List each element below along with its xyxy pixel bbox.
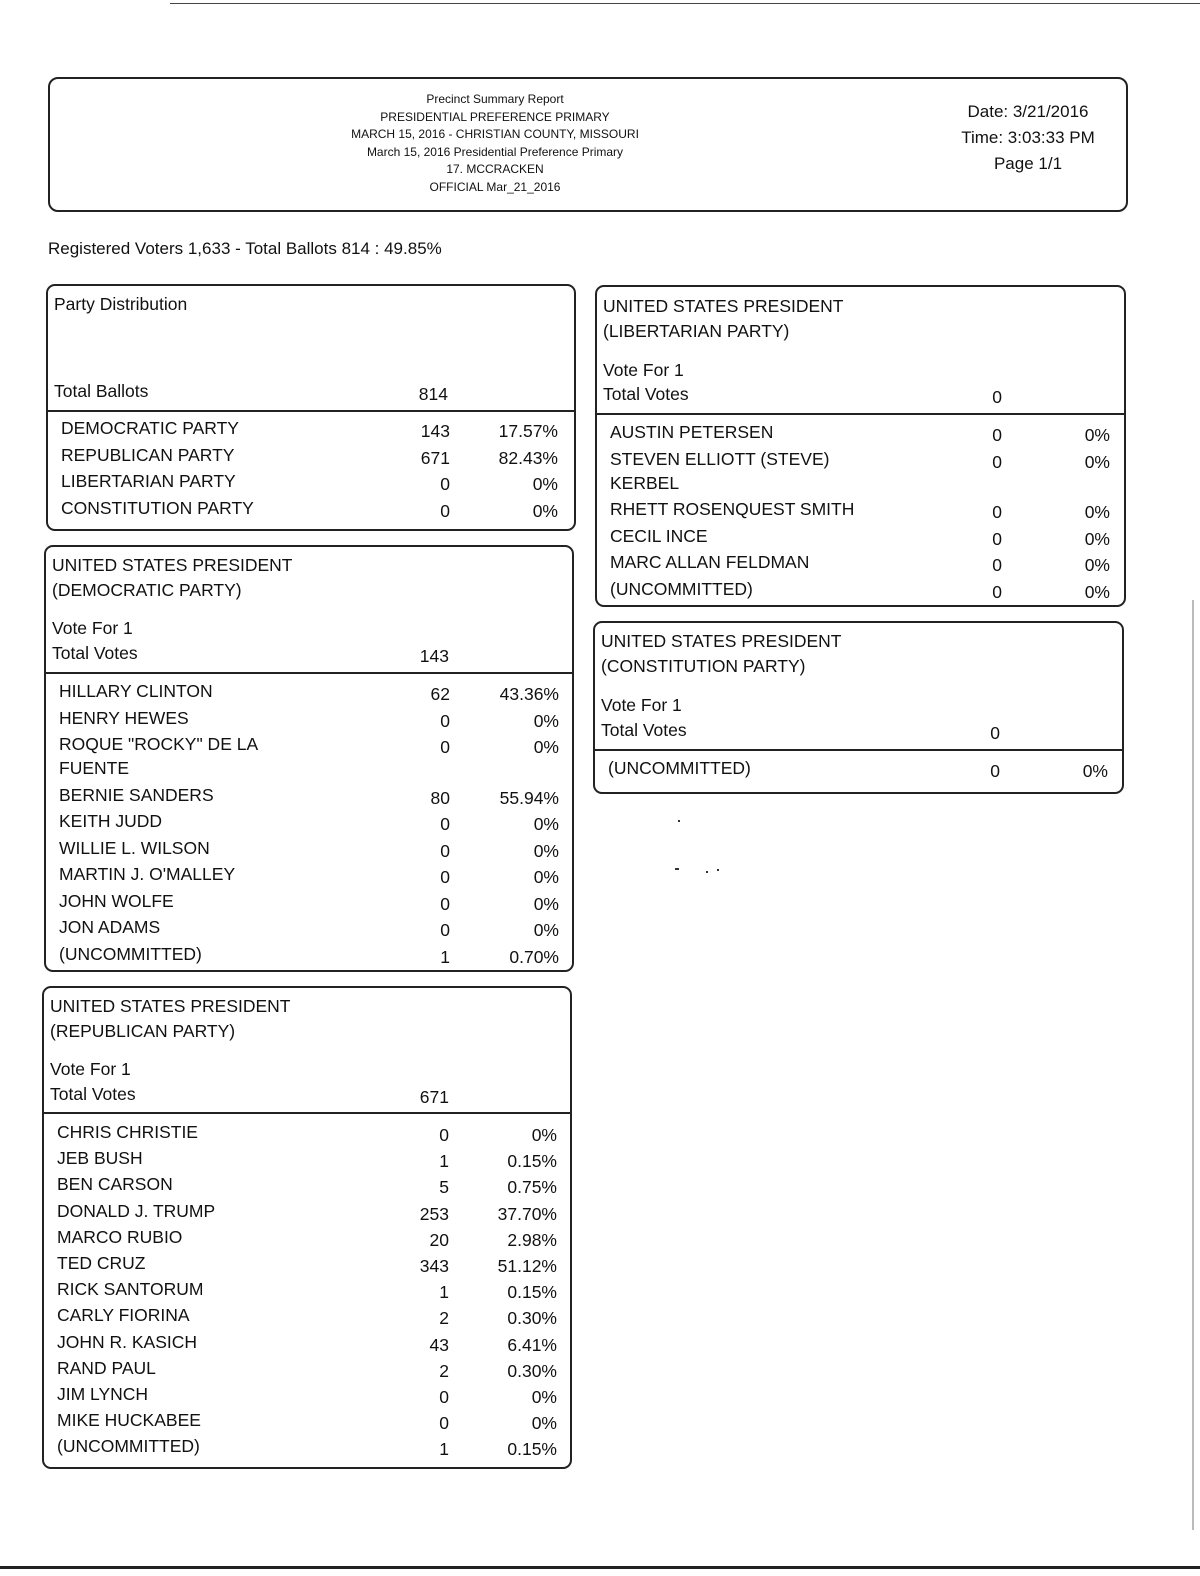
- result-row: [46, 917, 572, 943]
- vote-percent: 37.70%: [497, 1203, 557, 1224]
- candidate-name: JOHN WOLFE: [59, 890, 174, 911]
- constitution-contest-box: [593, 621, 1124, 794]
- vote-percent: 0%: [532, 500, 558, 521]
- candidate-name: BEN CARSON: [57, 1174, 173, 1195]
- vote-percent: 0.15%: [507, 1151, 557, 1172]
- divider: [597, 413, 1124, 415]
- candidate-name: WILLIE L. WILSON: [59, 837, 210, 858]
- scan-speck: [717, 869, 719, 871]
- result-row: [44, 1332, 570, 1358]
- candidate-name: REPUBLICAN PARTY: [61, 444, 235, 465]
- vote-percent: 0%: [1084, 581, 1110, 602]
- vote-count: 0: [440, 840, 450, 861]
- vote-count: 2: [439, 1360, 449, 1381]
- total-votes-value: 0: [992, 387, 1002, 407]
- vote-count: 0: [992, 528, 1002, 549]
- vote-count: 2: [439, 1308, 449, 1329]
- report-time: Time: 3:03:33 PM: [961, 128, 1095, 147]
- contest-party: (REPUBLICAN PARTY): [50, 1021, 236, 1041]
- vote-count: 43: [429, 1334, 449, 1355]
- vote-percent: 0%: [533, 920, 559, 940]
- vote-for-label: Vote For 1: [603, 360, 684, 380]
- section-title: Party Distribution: [54, 294, 188, 314]
- vote-percent: 17.57%: [498, 421, 558, 441]
- result-row: [48, 445, 574, 471]
- vote-count: 0: [440, 474, 450, 494]
- result-row: [44, 1279, 570, 1305]
- vote-percent: 6.41%: [507, 1334, 557, 1355]
- result-row: [48, 471, 574, 497]
- contest-title: UNITED STATES PRESIDENT: [601, 631, 842, 651]
- result-row: [46, 681, 572, 707]
- result-row: [44, 1253, 570, 1279]
- contest-title: UNITED STATES PRESIDENT: [50, 996, 291, 1016]
- election-description: March 15, 2016 Presidential Preference Primary: [366, 144, 624, 159]
- total-votes-label: Total Votes: [603, 384, 689, 404]
- result-row: [46, 891, 572, 917]
- vote-count: 343: [419, 1256, 449, 1276]
- vote-count: 0: [440, 737, 450, 757]
- candidate-name: CECIL INCE: [610, 525, 708, 546]
- candidate-name: LIBERTARIAN PARTY: [61, 471, 236, 491]
- precinct-name: 17. MCCRACKEN: [446, 162, 544, 176]
- scan-edge-shadow: [1192, 600, 1194, 1530]
- vote-percent: 0.15%: [507, 1282, 557, 1303]
- vote-count: 80: [430, 787, 450, 808]
- report-title-block: [300, 91, 690, 196]
- election-date-county: MARCH 15, 2016 - CHRISTIAN COUNTY, MISSOURI: [351, 127, 639, 141]
- result-row: [44, 1410, 570, 1436]
- contest-party: (DEMOCRATIC PARTY): [52, 580, 242, 600]
- report-header: [48, 77, 1128, 212]
- vote-percent: 0%: [533, 710, 559, 731]
- result-row: [48, 498, 574, 524]
- turnout-summary: Registered Voters 1,633 - Total Ballots 814 : 49.85%: [48, 239, 442, 258]
- result-row: [44, 1436, 570, 1462]
- result-row: [44, 1122, 570, 1148]
- vote-percent: 2.98%: [507, 1229, 557, 1250]
- result-row: [597, 552, 1124, 578]
- result-row: [46, 708, 572, 734]
- vote-percent: 0%: [1084, 502, 1110, 522]
- result-row: [44, 1148, 570, 1174]
- candidate-name: KEITH JUDD: [59, 811, 163, 831]
- vote-percent: 0%: [533, 840, 559, 861]
- total-votes-label: Total Votes: [52, 643, 138, 663]
- vote-count: 5: [439, 1177, 449, 1198]
- report-page: Page 1/1: [993, 154, 1063, 173]
- vote-for-label: Vote For 1: [52, 618, 133, 638]
- vote-percent: 0%: [532, 474, 558, 494]
- party-distribution-box: [46, 284, 576, 531]
- candidate-name: HENRY HEWES: [59, 707, 189, 728]
- report-date: Date: 3/21/2016: [967, 102, 1089, 121]
- result-row: [46, 864, 572, 890]
- candidate-name: MARCO RUBIO: [57, 1226, 183, 1247]
- vote-percent: 0.30%: [507, 1308, 557, 1329]
- result-row: [46, 944, 572, 970]
- vote-percent: 0%: [1084, 555, 1110, 575]
- vote-percent: 0%: [533, 737, 559, 757]
- result-row: [46, 838, 572, 864]
- candidate-name: BERNIE SANDERS: [59, 784, 214, 805]
- candidate-name: MARTIN J. O'MALLEY: [59, 864, 236, 884]
- candidate-name: STEVEN ELLIOTT (STEVE): [610, 448, 830, 469]
- vote-percent: 0%: [1084, 528, 1110, 549]
- vote-count: 0: [440, 500, 450, 521]
- election-name: PRESIDENTIAL PREFERENCE PRIMARY: [380, 109, 610, 124]
- vote-percent: 43.36%: [499, 684, 559, 704]
- vote-percent: 51.12%: [497, 1256, 557, 1276]
- scan-speck: [675, 868, 679, 870]
- result-row: [44, 1305, 570, 1331]
- report-meta: [938, 99, 1118, 177]
- scan-speck: [706, 871, 708, 873]
- report-title: Precinct Summary Report: [426, 92, 564, 106]
- total-value: 814: [418, 384, 448, 404]
- vote-percent: 0%: [1084, 425, 1110, 445]
- vote-count: 0: [992, 451, 1002, 472]
- vote-count: 0: [990, 761, 1000, 781]
- democratic-contest-box: [44, 545, 574, 972]
- candidate-name: (UNCOMMITTED): [59, 943, 202, 964]
- vote-count: 671: [420, 447, 450, 468]
- candidate-name: RAND PAUL: [57, 1357, 156, 1378]
- libertarian-contest-box: [595, 285, 1126, 607]
- vote-percent: 0%: [1082, 761, 1108, 781]
- vote-count: 0: [992, 581, 1002, 602]
- candidate-name: MIKE HUCKABEE: [57, 1410, 201, 1431]
- result-row: [595, 758, 1122, 784]
- scan-top-rule: [170, 3, 1200, 4]
- divider: [46, 672, 572, 674]
- result-row: [597, 448, 1124, 493]
- candidate-name-continued: KERBEL: [610, 472, 680, 493]
- divider: [48, 410, 574, 412]
- scan-speck: [678, 820, 680, 822]
- candidate-name: HILLARY CLINTON: [59, 681, 213, 701]
- contest-party: (CONSTITUTION PARTY): [601, 656, 806, 676]
- candidate-name: RHETT ROSENQUEST SMITH: [610, 499, 855, 519]
- candidate-name: JON ADAMS: [59, 917, 161, 937]
- vote-percent: 55.94%: [499, 787, 559, 808]
- contest-party: (LIBERTARIAN PARTY): [603, 321, 790, 341]
- vote-percent: 0.70%: [509, 946, 559, 967]
- candidate-name: JEB BUSH: [57, 1148, 143, 1169]
- candidate-name: CONSTITUTION PARTY: [61, 497, 254, 518]
- vote-percent: 82.43%: [498, 447, 558, 468]
- candidate-name: ROQUE "ROCKY" DE LA: [59, 734, 259, 754]
- vote-count: 0: [439, 1387, 449, 1407]
- republican-contest-box: [42, 986, 572, 1469]
- divider: [595, 749, 1122, 751]
- vote-percent: 0%: [531, 1413, 557, 1434]
- result-row: [597, 499, 1124, 525]
- candidate-name: AUSTIN PETERSEN: [610, 422, 774, 442]
- vote-percent: 0%: [533, 867, 559, 887]
- vote-count: 1: [439, 1439, 449, 1460]
- result-row: [597, 579, 1124, 605]
- scan-bottom-rule: [0, 1566, 1200, 1569]
- result-row: [46, 734, 572, 778]
- candidate-name: MARC ALLAN FELDMAN: [610, 552, 810, 572]
- candidate-name: RICK SANTORUM: [57, 1279, 204, 1300]
- candidate-name: TED CRUZ: [57, 1253, 146, 1273]
- vote-for-label: Vote For 1: [50, 1059, 131, 1079]
- vote-count: 1: [439, 1151, 449, 1172]
- vote-count: 253: [419, 1203, 449, 1224]
- candidate-name-continued: FUENTE: [59, 758, 129, 778]
- vote-percent: 0%: [531, 1387, 557, 1407]
- total-votes-value: 671: [419, 1087, 449, 1107]
- vote-count: 0: [992, 502, 1002, 522]
- vote-for-label: Vote For 1: [601, 695, 682, 715]
- vote-count: 20: [429, 1229, 449, 1250]
- vote-percent: 0%: [531, 1125, 557, 1145]
- vote-count: 0: [440, 867, 450, 887]
- result-row: [44, 1358, 570, 1384]
- candidate-name: JOHN R. KASICH: [57, 1331, 198, 1352]
- vote-count: 0: [440, 920, 450, 940]
- candidate-name: CARLY FIORINA: [57, 1305, 190, 1326]
- candidate-name: DONALD J. TRUMP: [57, 1200, 216, 1221]
- result-row: [597, 422, 1124, 448]
- total-votes-value: 0: [990, 723, 1000, 743]
- contest-title: UNITED STATES PRESIDENT: [603, 296, 844, 316]
- vote-count: 0: [439, 1125, 449, 1145]
- total-votes-value: 143: [419, 646, 449, 666]
- result-row: [46, 811, 572, 837]
- vote-percent: 0%: [533, 814, 559, 834]
- total-label: Total Ballots: [54, 381, 149, 401]
- candidate-name: (UNCOMMITTED): [57, 1436, 200, 1457]
- result-row: [44, 1227, 570, 1253]
- result-row: [44, 1201, 570, 1227]
- candidate-name: DEMOCRATIC PARTY: [61, 418, 239, 438]
- candidate-name: (UNCOMMITTED): [610, 578, 753, 599]
- result-row: [44, 1174, 570, 1200]
- vote-count: 0: [440, 814, 450, 834]
- vote-count: 1: [440, 946, 450, 967]
- vote-count: 0: [440, 893, 450, 914]
- vote-count: 1: [439, 1282, 449, 1303]
- vote-percent: 0%: [1084, 451, 1110, 472]
- vote-percent: 0.15%: [507, 1439, 557, 1460]
- official-stamp: OFFICIAL Mar_21_2016: [429, 179, 561, 194]
- vote-count: 0: [439, 1413, 449, 1434]
- vote-count: 0: [992, 555, 1002, 575]
- candidate-name: (UNCOMMITTED): [608, 758, 751, 778]
- candidate-name: JIM LYNCH: [57, 1384, 149, 1404]
- total-votes-label: Total Votes: [50, 1084, 136, 1104]
- result-row: [597, 526, 1124, 552]
- vote-count: 143: [420, 421, 450, 441]
- vote-count: 0: [440, 710, 450, 731]
- vote-percent: 0.30%: [507, 1360, 557, 1381]
- result-row: [46, 785, 572, 811]
- vote-count: 62: [430, 684, 450, 704]
- vote-count: 0: [992, 425, 1002, 445]
- vote-percent: 0%: [533, 893, 559, 914]
- result-row: [44, 1384, 570, 1410]
- contest-title: UNITED STATES PRESIDENT: [52, 555, 293, 575]
- divider: [44, 1112, 570, 1114]
- vote-percent: 0.75%: [507, 1177, 557, 1198]
- candidate-name: CHRIS CHRISTIE: [57, 1122, 198, 1142]
- total-votes-label: Total Votes: [601, 720, 687, 740]
- result-row: [48, 418, 574, 444]
